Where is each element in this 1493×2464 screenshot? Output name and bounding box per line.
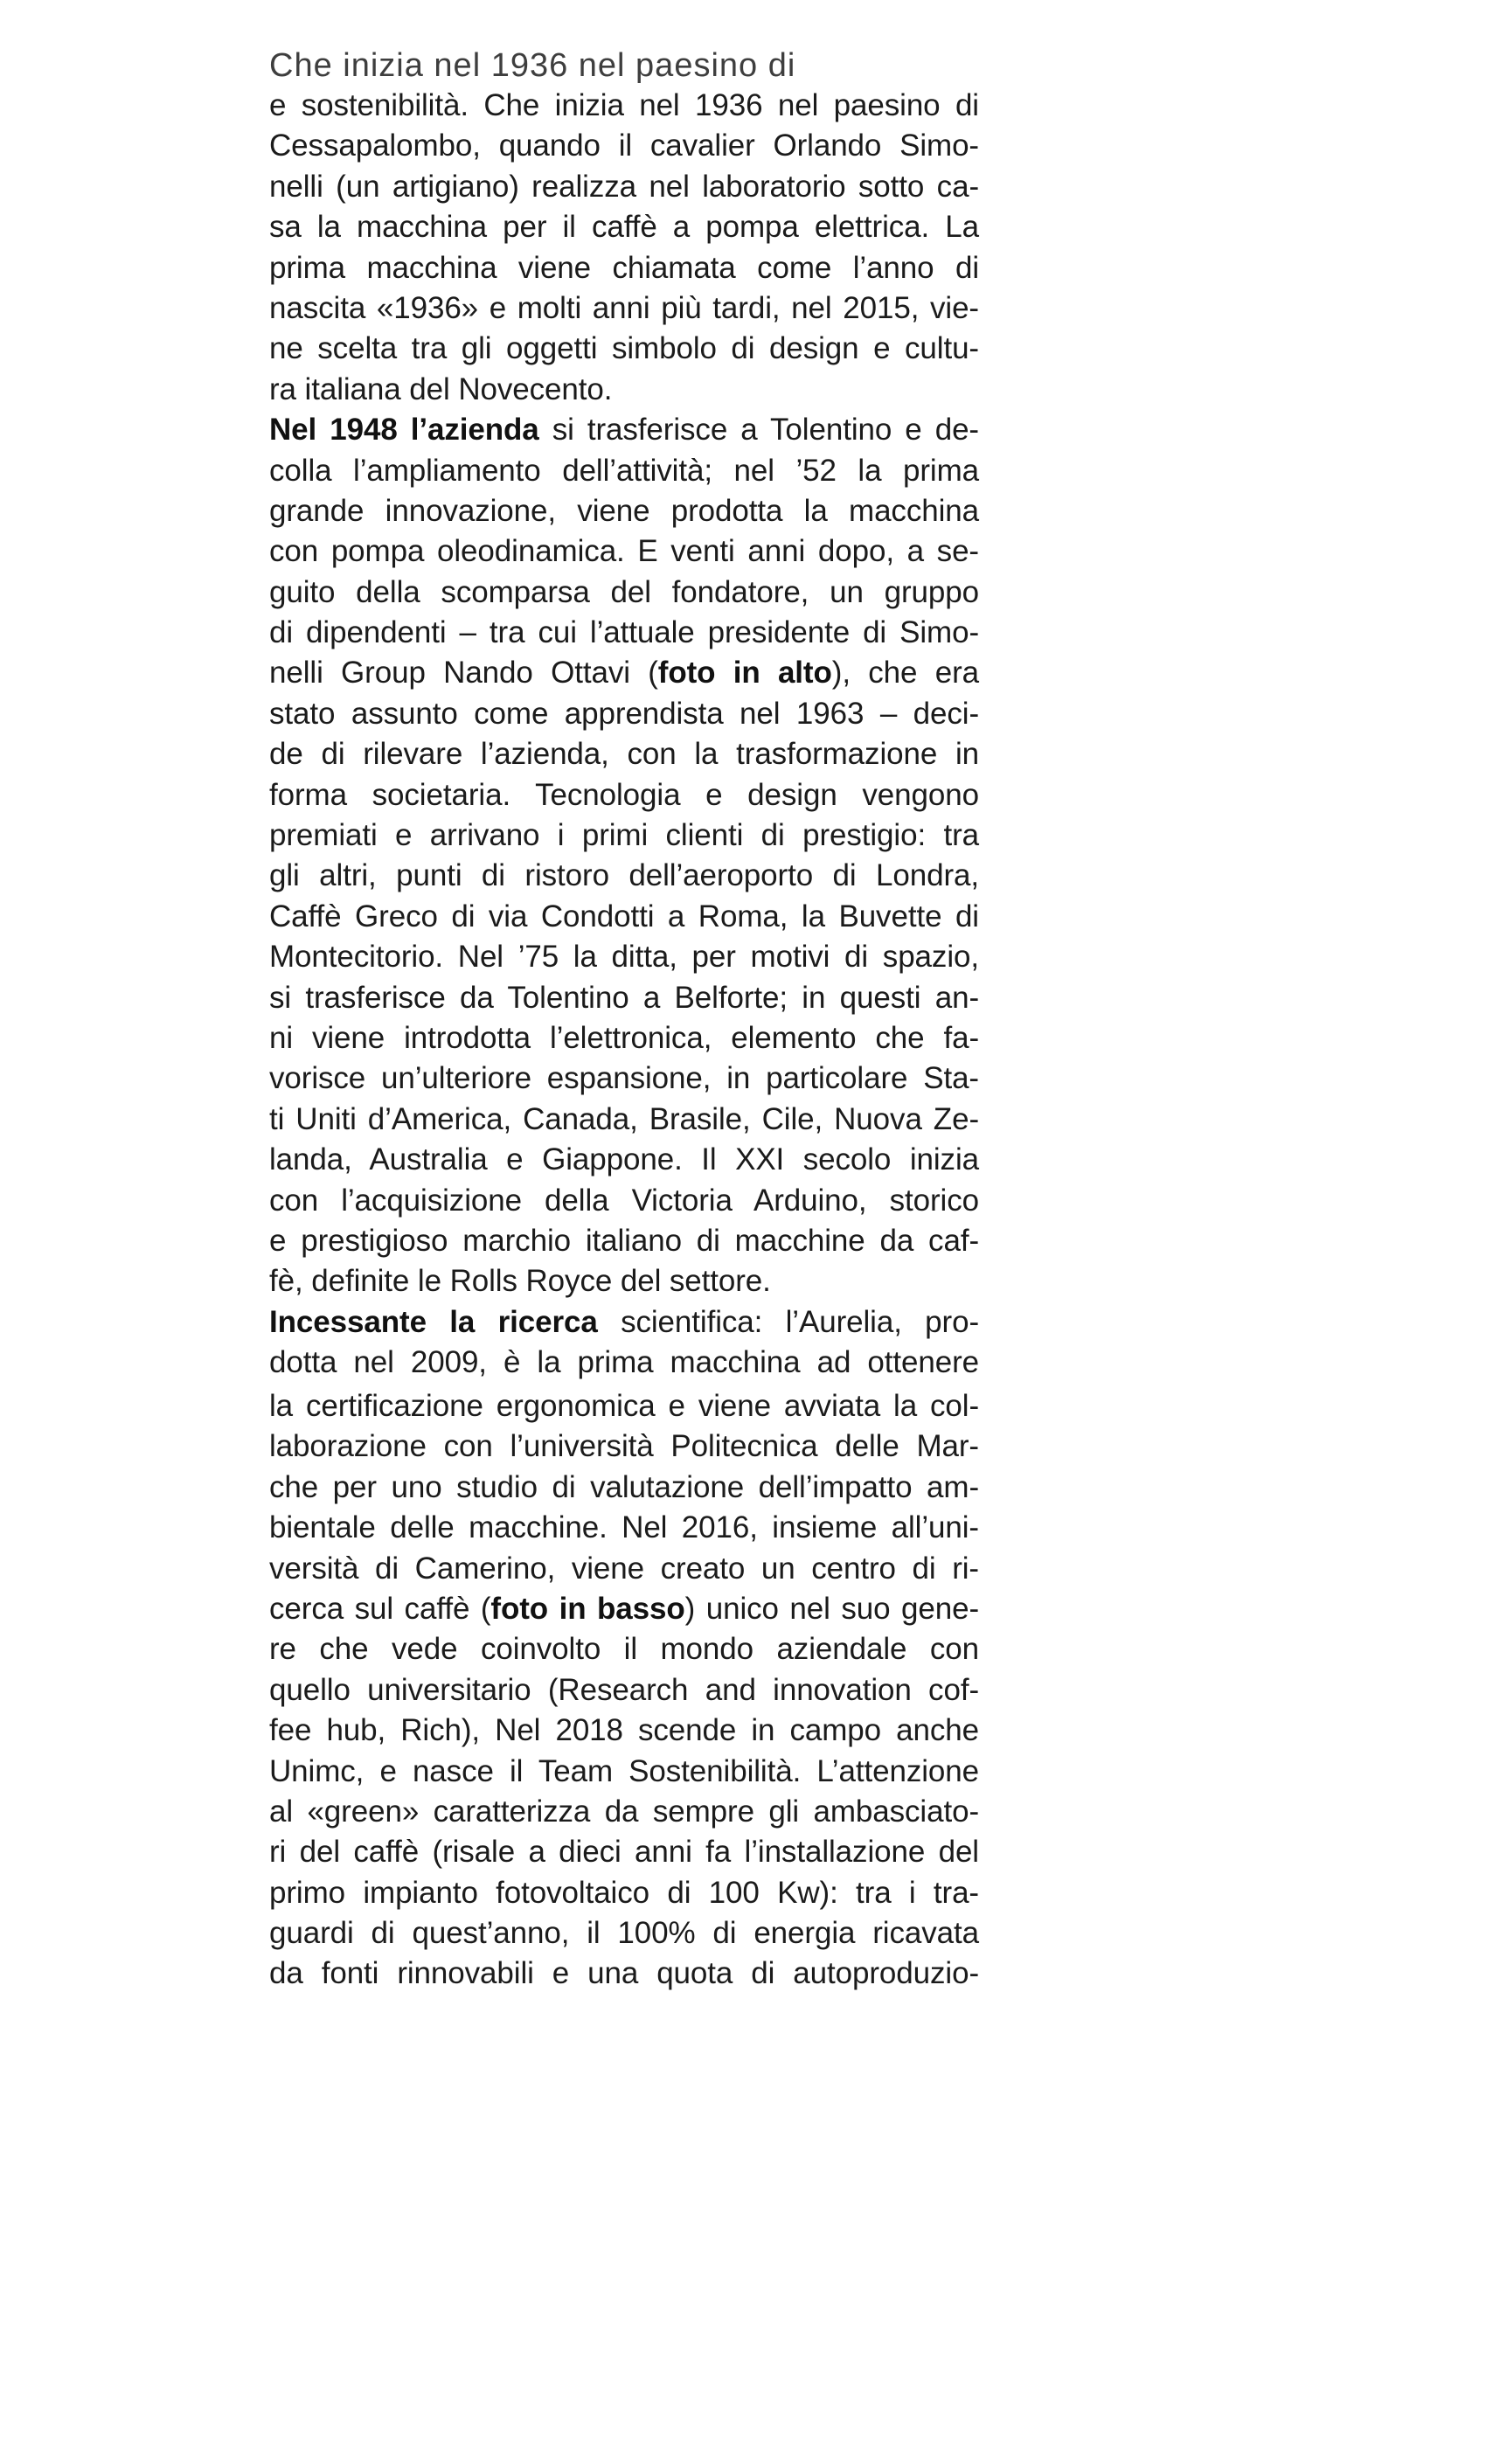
- text-line: e sostenibilità. Che inizia nel 1936 nel paesino di: [269, 88, 979, 122]
- text-line: guito della scomparsa del fondatore, un gruppo: [269, 574, 979, 609]
- text-line: versità di Camerino, viene creato un centro di ri-: [269, 1551, 979, 1586]
- text-line: con l’acquisizione della Victoria Arduino, storico: [269, 1183, 979, 1218]
- text-line: la certificazione ergonomica e viene avviata la col-: [269, 1389, 979, 1423]
- paragraph-origins: [269, 86, 979, 410]
- text-line: quello universitario (Research and innovation cof-: [269, 1672, 979, 1707]
- article-column-bottom: [269, 1386, 979, 1995]
- text-line: vorisce un’ulteriore espansione, in particolare Sta-: [269, 1061, 979, 1096]
- text-line: re che vede coinvolto il mondo aziendale con: [269, 1632, 979, 1667]
- paragraph-research-continued: [269, 1386, 979, 1995]
- text-line: ra italiana del Novecento.: [269, 371, 613, 406]
- text-line: di dipendenti – tra cui l’attuale presidente di Simo-: [269, 615, 979, 650]
- text-run: si trasferisce a Tolentino e de-: [538, 413, 979, 448]
- text-line: [269, 1302, 979, 1343]
- text-run: ) unico nel suo gene-: [684, 1591, 980, 1626]
- text-line: ri del caffè (risale a dieci anni fa l’installazione del: [269, 1835, 979, 1870]
- text-line: [269, 1589, 979, 1629]
- text-line: si trasferisce da Tolentino a Belforte; in questi an-: [269, 980, 979, 1015]
- lead-in-bold: Nel 1948 l’azienda: [269, 413, 539, 448]
- text-line: de di rilevare l’azienda, con la trasformazione in: [269, 737, 979, 772]
- text-line: stato assunto come apprendista nel 1963 – deci-: [269, 696, 979, 731]
- text-line: fè, definite le Rolls Royce del settore.: [269, 1264, 771, 1299]
- paragraph-1948: [269, 410, 979, 1302]
- text-line: gli altri, punti di ristoro dell’aeroporto di Londra,: [269, 858, 979, 893]
- text-line: fee hub, Rich), Nel 2018 scende in campo anche: [269, 1713, 979, 1748]
- text-line: sa la macchina per il caffè a pompa elettrica. La: [269, 210, 979, 245]
- photo-reference-bold: foto in basso: [490, 1591, 685, 1626]
- photo-reference-bold: foto in alto: [657, 656, 832, 691]
- text-run: scientifica: l’Aurelia, pro-: [597, 1304, 980, 1339]
- text-line: colla l’ampliamento dell’attività; nel ’52 la prima: [269, 453, 979, 488]
- text-line: ti Uniti d’America, Canada, Brasile, Cile, Nuova Ze-: [269, 1101, 979, 1136]
- text-line: ni viene introdotta l’elettronica, elemento che fa-: [269, 1020, 979, 1055]
- text-line: grande innovazione, viene prodotta la macchina: [269, 493, 979, 528]
- cropped-text: Che inizia nel 1936 nel paesino di: [269, 47, 796, 84]
- text-run: cerca sul caffè (: [269, 1591, 491, 1626]
- text-line: forma societaria. Tecnologia e design vengono: [269, 777, 979, 812]
- text-line: che per uno studio di valutazione dell’impatto am-: [269, 1469, 979, 1504]
- paragraph-research: [269, 1302, 979, 1384]
- text-line: Caffè Greco di via Condotti a Roma, la Buvette di: [269, 899, 979, 934]
- text-line: al «green» caratterizza da sempre gli ambasciato-: [269, 1794, 979, 1829]
- text-line: dotta nel 2009, è la prima macchina ad ottenere: [269, 1345, 979, 1380]
- text-line: Unimc, e nasce il Team Sostenibilità. L’attenzione: [269, 1753, 979, 1788]
- text-line: laborazione con l’università Politecnica delle Mar-: [269, 1429, 979, 1464]
- text-line: prima macchina viene chiamata come l’anno di: [269, 250, 979, 285]
- text-line: guardi di quest’anno, il 100% di energia ricavata: [269, 1916, 979, 1951]
- text-line: Montecitorio. Nel ’75 la ditta, per motivi di spazio,: [269, 940, 979, 975]
- text-line: nelli (un artigiano) realizza nel laboratorio sotto ca-: [269, 169, 979, 204]
- text-line: da fonti rinnovabili e una quota di autoproduzio-: [269, 1956, 979, 1991]
- text-run: ), che era: [831, 656, 979, 691]
- text-line: ne scelta tra gli oggetti simbolo di design e cultu-: [269, 331, 979, 366]
- text-line: landa, Australia e Giappone. Il XXI secolo inizia: [269, 1142, 979, 1177]
- text-line: con pompa oleodinamica. E venti anni dopo, a se-: [269, 534, 979, 569]
- lead-in-bold: Incessante la ricerca: [269, 1304, 598, 1339]
- text-run: nelli Group Nando Ottavi (: [269, 656, 658, 691]
- text-line: [269, 410, 979, 450]
- article-column-top: [269, 86, 979, 1384]
- text-line: Cessapalombo, quando il cavalier Orlando Simo-: [269, 128, 979, 163]
- text-line: e prestigioso marchio italiano di macchine da caf-: [269, 1223, 979, 1258]
- text-line: [269, 653, 979, 693]
- text-line: bientale delle macchine. Nel 2016, insieme all’uni-: [269, 1510, 979, 1545]
- text-line: premiati e arrivano i primi clienti di prestigio: tra: [269, 818, 979, 853]
- text-line: nascita «1936» e molti anni più tardi, nel 2015, vie-: [269, 290, 979, 325]
- text-line: primo impianto fotovoltaico di 100 Kw): tra i tra-: [269, 1875, 979, 1910]
